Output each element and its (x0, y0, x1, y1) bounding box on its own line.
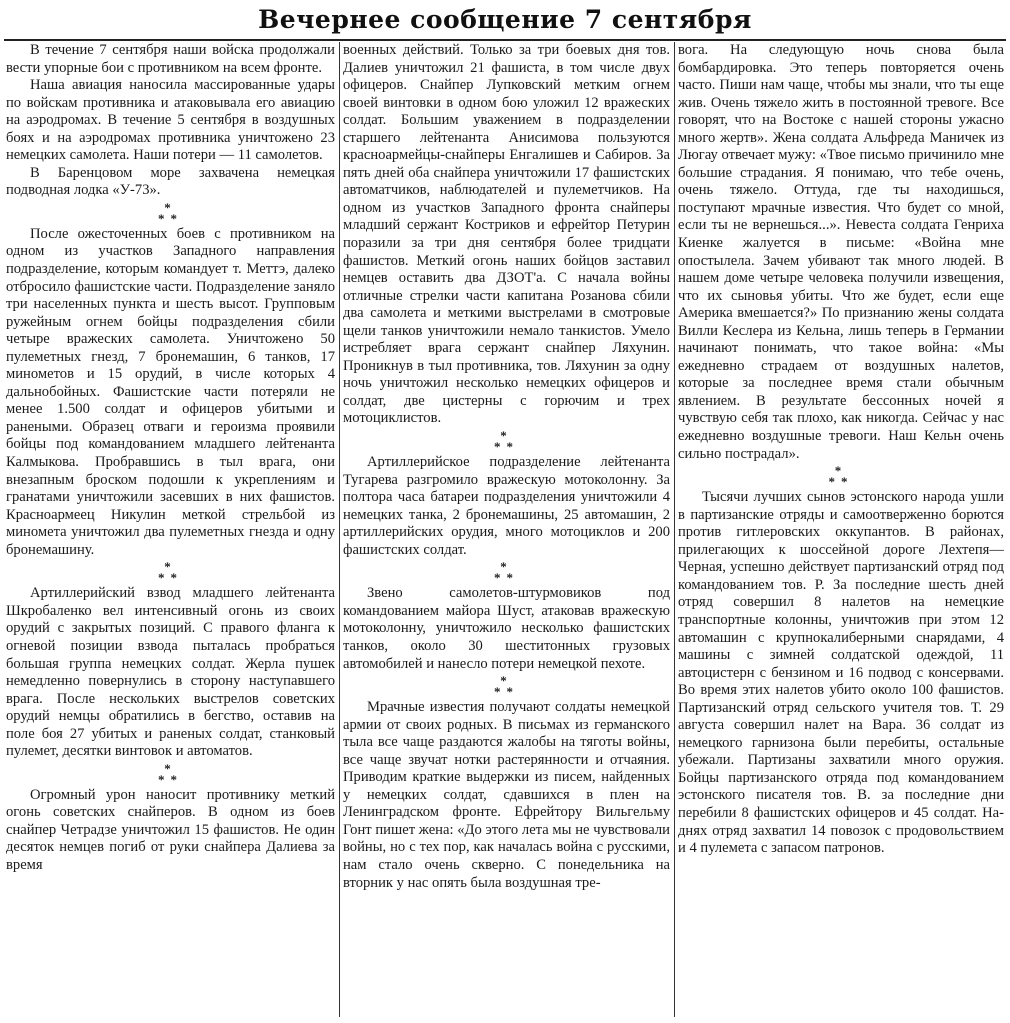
headline-rule (4, 39, 1006, 41)
article-paragraph: После ожесточенных боев с противником на одном из участков Западного направления подразделение, которым командует т. Меттэ, далеко отбросило фашистские части. Подразделение заняло три населенных пункта и шесть высот. Групповым ружейным огнем бойцы подразделения сбили четыре вражеских самолета. Уничтожено 50 пулеметных гнезд, 7 бронемашин, 6 танков, 17 минометов и 15 орудий, в числе которых 4 дальнобойных. Фашистские части потеряли не менее 1.500 солдат и офицеров убитыми и ранеными. Образец отваги и героизма проявили бойцы под командованием младшего лейтенанта Калмыкова. Пробравшись в тыл врага, они внезапным броском подошли к укреплениям и гранатами уничтожили засевших в них фашистов. Красноармеец Никулин меткой стрельбой из миномета уничтожил два пулеметных гнезда и одну бронемашину. (6, 225, 335, 558)
separator-star-bottom: ** (158, 570, 183, 586)
column-divider-2 (674, 42, 675, 1017)
separator-star-top: * (164, 199, 177, 215)
section-separator (343, 428, 670, 454)
separator-star-top: * (500, 673, 513, 689)
separator-star-top: * (500, 428, 513, 444)
continued-paragraph: вога. На следующую ночь снова была бомбардировка. Это теперь повторяется очень часто. Пиши нам чаще, чтобы мы знали, что ты еще жив. Очень тяжело жить в постоянной тревоге. Все говорят, что на Востоке с нашей стороны ужасно много жертв». Жена солдата Альфреда Маничек из Люгау отвечает мужу: «Твое письмо причинило мне большие страдания. Я понимаю, что тебе очень, очень тяжело. Оттуда, где ты находишься, поступают мрачные известия. Что будет со мной, если ты не вернешься...». Невеста солдата Генриха Киенке жалуется в письме: «Война мне опостылела. Зачем убивают так много людей. В нашем доме четыре человека получили извещения, что их сыновья убиты. Что же будет, если еще Америка вмешается?» По признанию жены солдата Вилли Кеслера из Кельна, лишь теперь в Германии начинают понимать, что такое война: «Мы ежедневно страдаем от воздушных налетов, которые за последнее время стали обычным явлением. В результате бессонных ночей я чувствую себя так плохо, как никогда. Сейчас у нас ежедневно воздушные тревоги. Наш Кельн очень сильно пострадал». (678, 42, 1004, 462)
page-headline: Вечернее сообщение 7 сентября (258, 5, 752, 34)
article-paragraph: В течение 7 сентября наши войска продолжали вести упорные бои с противником на всем фронте. (6, 42, 335, 76)
column-divider-1 (339, 42, 340, 1017)
continued-paragraph: военных действий. Только за три боевых дня тов. Далиев уничтожил 21 фашиста, в том числе двух офицеров. Снайпер Лупковский метким огнем своей винтовки в одном бою уложил 12 вражеских солдат. Большим уважением в подразделении старшего лейтенанта Анисимова пользуются красноармейцы-снайперы Енгалишев и Сабиров. За пять дней оба снайпера уничтожили 17 фашистских автоматчиков, наблюдателей и пулеметчиков. На одном из участков Западного фронта снайперы младший сержант Костриков и ефрейтор Петурин поразили за три дня сентября более тридцати фашистов. Меткий огонь наших бойцов заставил немцев оставить два ДЗОТ'а. С начала войны отличные стрелки части капитана Розанова сбили два самолета и меткими выстрелами в смотровые щели танков уничтожили немало танкистов. Умело истребляет врага сержант снайпер Ляхунин. Проникнув в тыл противника, тов. Ляхунин за одну ночь уничтожил несколько немецких офицеров и солдат, две цистерны с горючим и трех мотоциклистов. (343, 42, 670, 427)
column-1 (6, 42, 335, 1017)
column-2 (343, 42, 670, 1017)
separator-star-bottom: ** (158, 771, 183, 787)
article-paragraph: В Баренцовом море захвачена немецкая подводная лодка «У-73». (6, 164, 335, 199)
separator-star-bottom: ** (494, 684, 519, 700)
separator-star-bottom: ** (158, 210, 183, 226)
article-paragraph: Артиллерийский взвод младшего лейтенанта Шкробаленко вел интенсивный огонь из своих орудий с закрытых позиций. С правого фланга к огневой позиции взвода пыталась пробраться большая группа немецких солдат. Жерла пушек немедленно повернулись в сторону наступавшего врага. После нескольких выстрелов советских орудий немцы обратились в бегство, оставив на поле боя 27 убитых и раненых солдат, станковый пулемет, десятки винтовок и автоматов. (6, 585, 335, 760)
separator-star-bottom: ** (828, 474, 854, 490)
article-paragraph: Звено самолетов-штурмовиков под командованием майора Шуст, атаковав вражескую мотоколонну, уничтожило несколько фашистских танков, около 30 шеститонных грузовых автомобилей и нанесло потери немецкой пехоте. (343, 585, 670, 672)
separator-star-top: * (834, 463, 848, 479)
separator-star-bottom: ** (494, 439, 519, 455)
section-separator (343, 673, 670, 699)
section-separator (678, 463, 1004, 489)
section-separator (6, 200, 335, 226)
article-paragraph: Огромный урон наносит противнику меткий огонь советских снайперов. В одном из боев снайпер Четрадзе уничтожил 15 фашистов. Не один десяток немцев погиб от руки снайпера Далиева за время (6, 786, 335, 873)
separator-star-top: * (164, 559, 177, 575)
section-separator (6, 559, 335, 585)
separator-star-top: * (164, 760, 177, 776)
separator-star-top: * (500, 559, 513, 575)
section-separator (343, 559, 670, 585)
article-paragraph: Артиллерийское подразделение лейтенанта Тугарева разгромило вражескую мотоколонну. За полтора часа батареи подразделения уничтожили 4 немецких танка, 2 бронемашины, 25 автомашин, 2 артиллерийских орудия, много мотоциклов и 200 фашистских солдат. (343, 454, 670, 558)
article-paragraph: Наша авиация наносила массированные удары по войскам противника и атаковывала его авиацию на аэродромах. В течение 5 сентября в воздушных боях и на аэродромах противника уничтожено 23 немецких самолета. Наши потери — 11 самолетов. (6, 77, 335, 164)
section-separator (6, 761, 335, 787)
article-paragraph: Мрачные известия получают солдаты немецкой армии от своих родных. В письмах из германского тыла все чаще раздаются жалобы на тяготы войны, все чаще звучат нотки растерянности и отчаяния. Приводим краткие выдержки из писем, найденных у немецких солдат, сдавшихся в плен на Ленинградском фронте. Ефрейтору Вильгельму Гонт пишет жена: «До этого лета мы не чувствовали войны, но с тех пор, как началась война с русскими, нам стало очень скверно. С понедельника на вторник у нас опять была воздушная тре- (343, 699, 670, 891)
column-3 (678, 42, 1004, 1017)
article-paragraph: Тысячи лучших сынов эстонского народа ушли в партизанские отряды и самоотверженно борются против гитлеровских оккупантов. В районах, прилегающих к шоссейной дороге Лехтепя—Черная, успешно действует партизанский отряд под командованием тов. Р. За последние шесть дней отряд совершил 8 налетов на немецкие транспортные колонны, уничтожив при этом 12 автомашин с крупнокалиберными снарядами, 4 машины с зимней солдатской одеждой, 11 автоцистерн с бензином и 16 подвод с консервами. Во время этих налетов убито около 100 фашистов. Партизанский отряд сельского учителя тов. Т. 29 августа совершил налет на Вара. 36 солдат из немецкого гарнизона были перебиты, остальные убежали. Партизаны захватили много оружия. Бойцы партизанского отряда под командованием эстонского писателя тов. В. за последние дни перебили 8 фашистских офицеров и 45 солдат. На-днях отряд захватил 14 повозок с продовольствием и 4 пулемета с запасом патронов. (678, 489, 1004, 857)
separator-star-bottom: ** (494, 570, 519, 586)
